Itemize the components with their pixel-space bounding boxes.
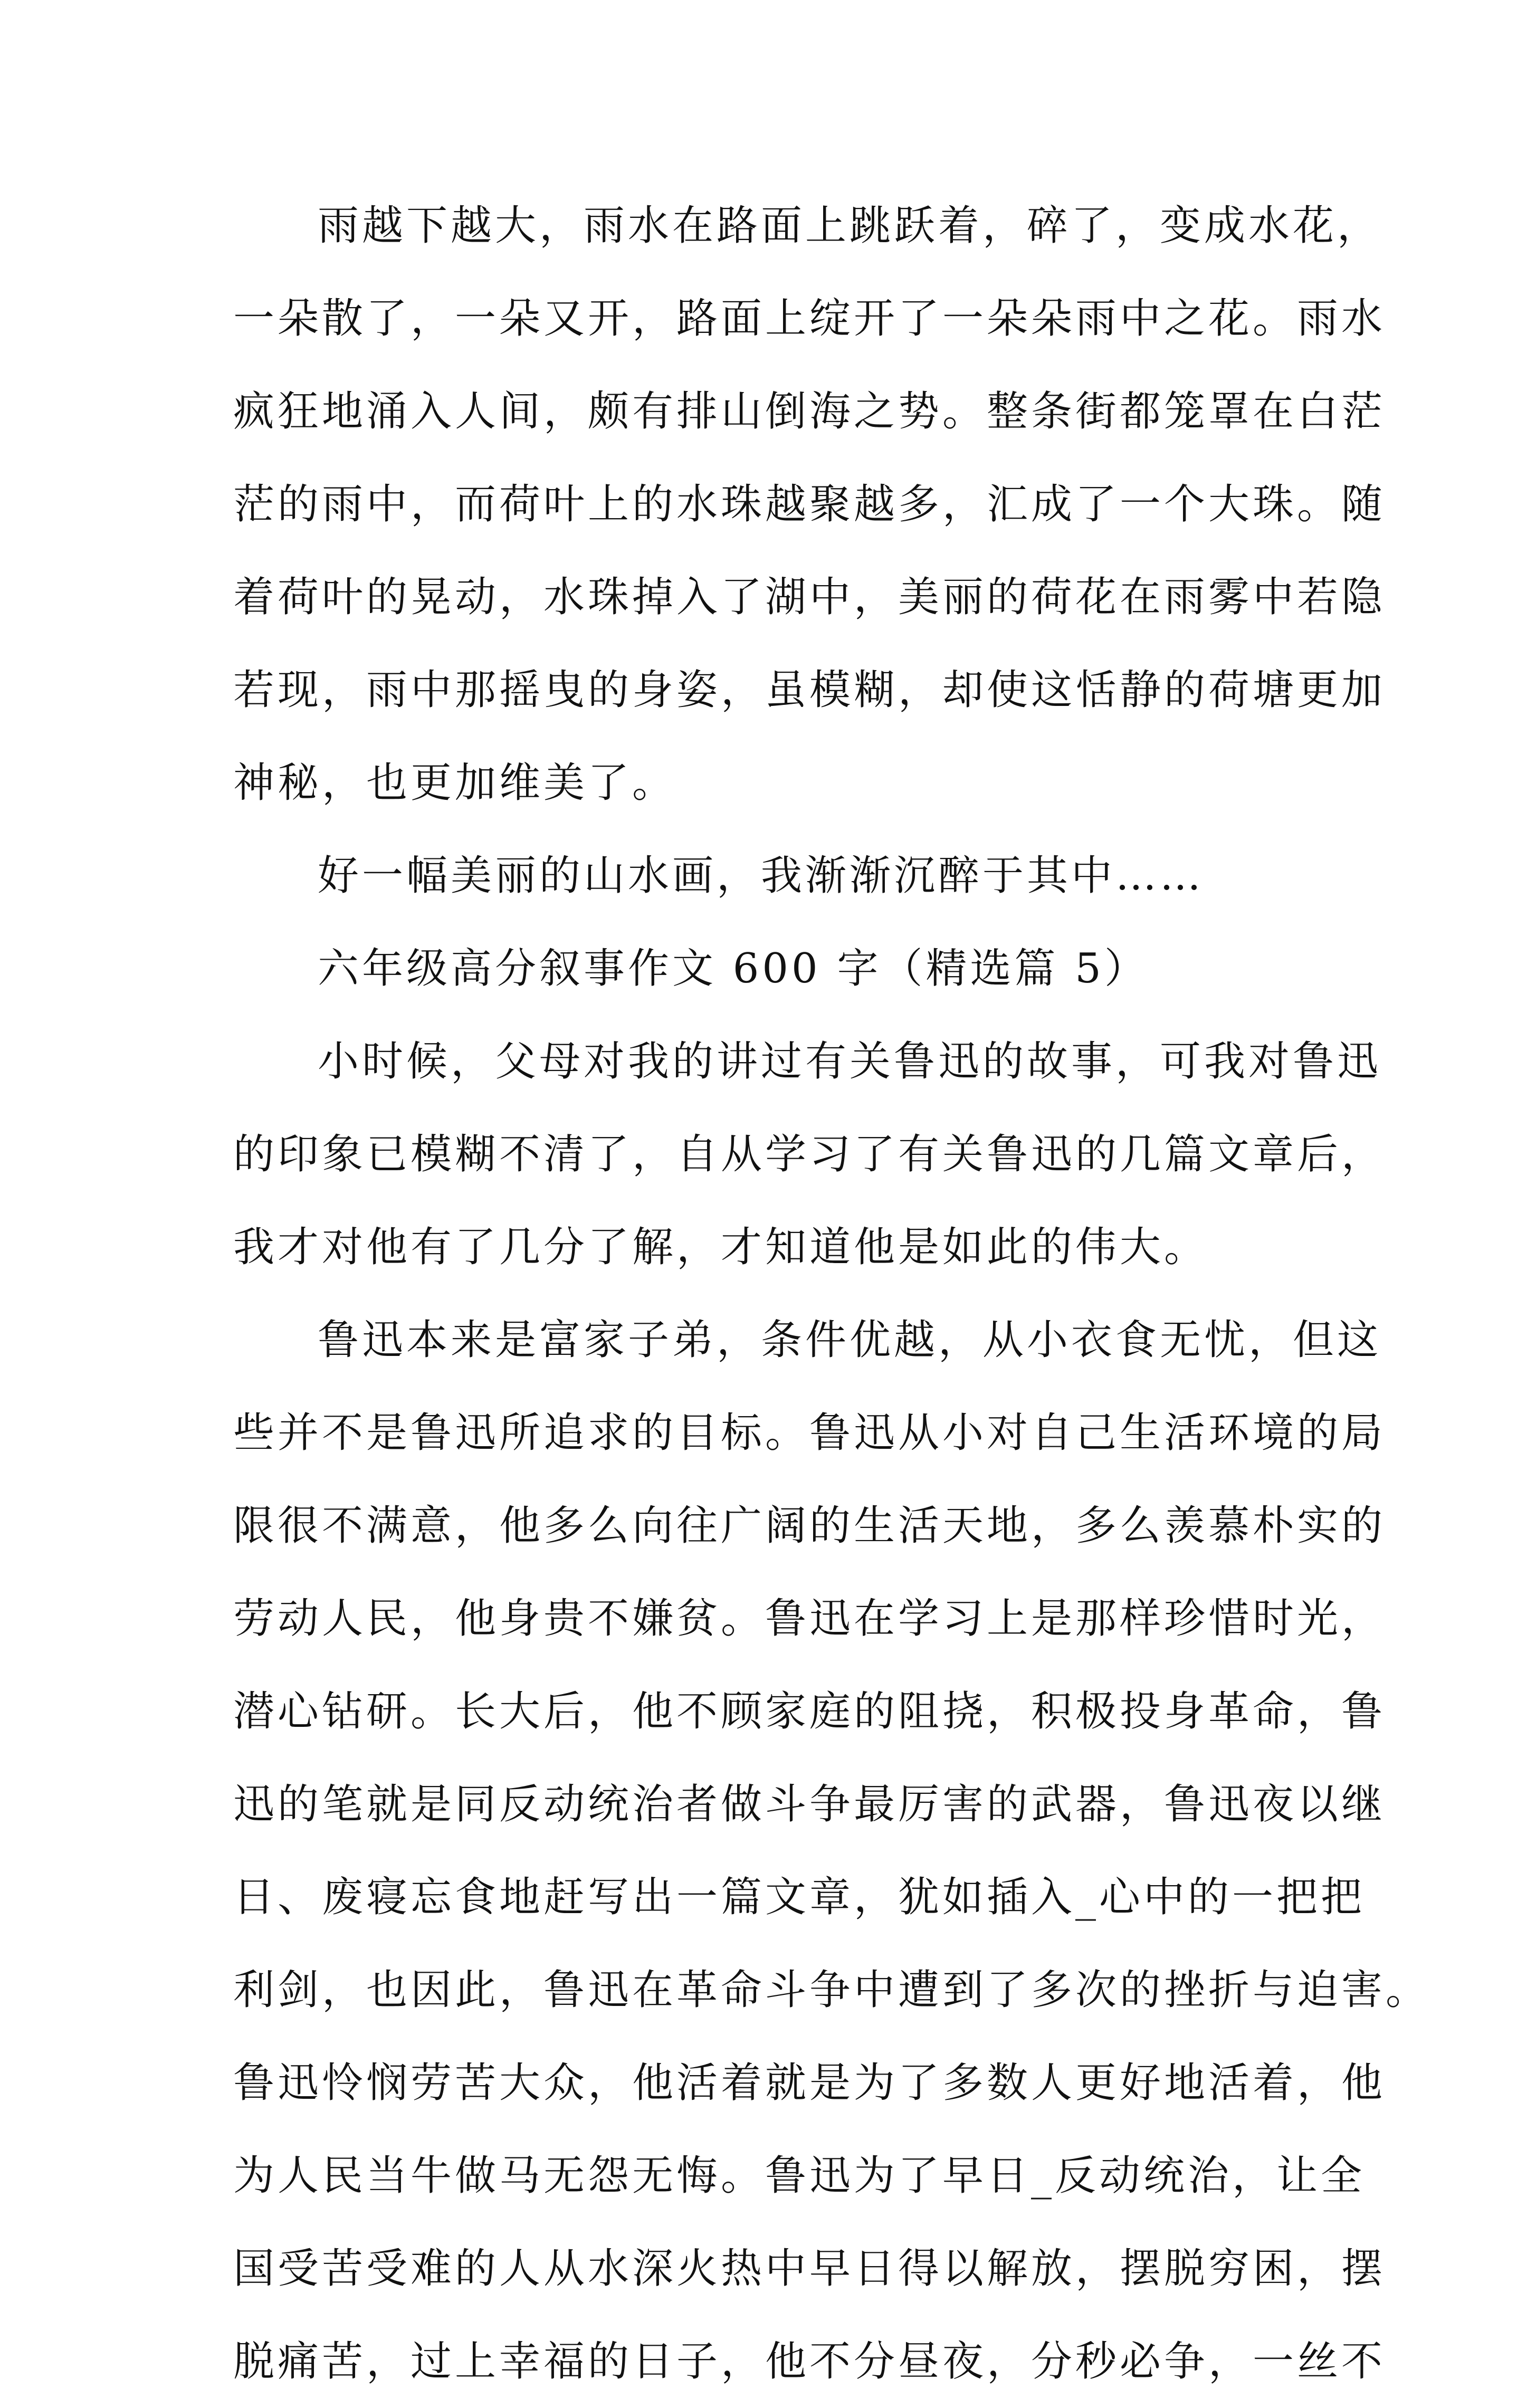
paragraph-line: 茫的雨中，而荷叶上的水珠越聚越多，汇成了一个大珠。随 <box>233 481 1386 528</box>
paragraph-line: 鲁迅怜悯劳苦大众，他活着就是为了多数人更好地活着，他 <box>233 2059 1386 2107</box>
paragraph-line: 限很不满意，他多么向往广阔的生活天地，多么羡慕朴实的 <box>233 1502 1386 1550</box>
paragraph-line: 我才对他有了几分了解，才知道他是如此的伟大。 <box>233 1224 1209 1271</box>
paragraph-line: 劳动人民，他身贵不嫌贫。鲁迅在学习上是那样珍惜时光， <box>233 1595 1386 1642</box>
section-heading: 六年级高分叙事作文 600 字（精选篇 5） <box>318 945 1149 992</box>
paragraph-line: 小时候，父母对我的讲过有关鲁迅的故事，可我对鲁迅 <box>318 1038 1382 1085</box>
paragraph-line: 潜心钻研。长大后，他不顾家庭的阻挠，积极投身革命，鲁 <box>233 1688 1386 1735</box>
paragraph-line: 疯狂地涌入人间，颇有排山倒海之势。整条街都笼罩在白茫 <box>233 388 1386 435</box>
paragraph-line: 着荷叶的晃动，水珠掉入了湖中，美丽的荷花在雨雾中若隐 <box>233 574 1386 621</box>
paragraph-line: 的印象已模糊不清了，自从学习了有关鲁迅的几篇文章后， <box>233 1131 1386 1178</box>
paragraph-line: 雨越下越大，雨水在路面上跳跃着，碎了，变成水花， <box>318 202 1382 250</box>
paragraph-line: 些并不是鲁迅所追求的目标。鲁迅从小对自己生活环境的局 <box>233 1409 1386 1457</box>
paragraph-line: 为人民当牛做马无怨无悔。鲁迅为了早日_反动统治，让全 <box>233 2152 1366 2200</box>
paragraph-line: 利剑，也因此，鲁迅在革命斗争中遭到了多次的挫折与迫害。 <box>233 1966 1430 2014</box>
paragraph-line: 若现，雨中那摇曳的身姿，虽模糊，却使这恬静的荷塘更加 <box>233 666 1386 714</box>
paragraph-line: 好一幅美丽的山水画，我渐渐沉醉于其中…… <box>318 852 1205 900</box>
paragraph-line: 国受苦受难的人从水深火热中早日得以解放，摆脱穷困，摆 <box>233 2245 1386 2292</box>
paragraph-line: 一朵散了，一朵又开，路面上绽开了一朵朵雨中之花。雨水 <box>233 295 1386 342</box>
paragraph-line: 迅的笔就是同反动统治者做斗争最厉害的武器，鲁迅夜以继 <box>233 1781 1386 1828</box>
paragraph-line: 脱痛苦，过上幸福的日子，他不分昼夜，分秒必争，一丝不 <box>233 2338 1386 2385</box>
paragraph-line: 神秘，也更加维美了。 <box>233 759 677 807</box>
paragraph-line: 鲁迅本来是富家子弟，条件优越，从小衣食无忧，但这 <box>318 1316 1382 1364</box>
paragraph-line: 日、废寝忘食地赶写出一篇文章，犹如插入_心中的一把把 <box>233 1874 1366 1921</box>
document-body <box>233 179 1430 2408</box>
